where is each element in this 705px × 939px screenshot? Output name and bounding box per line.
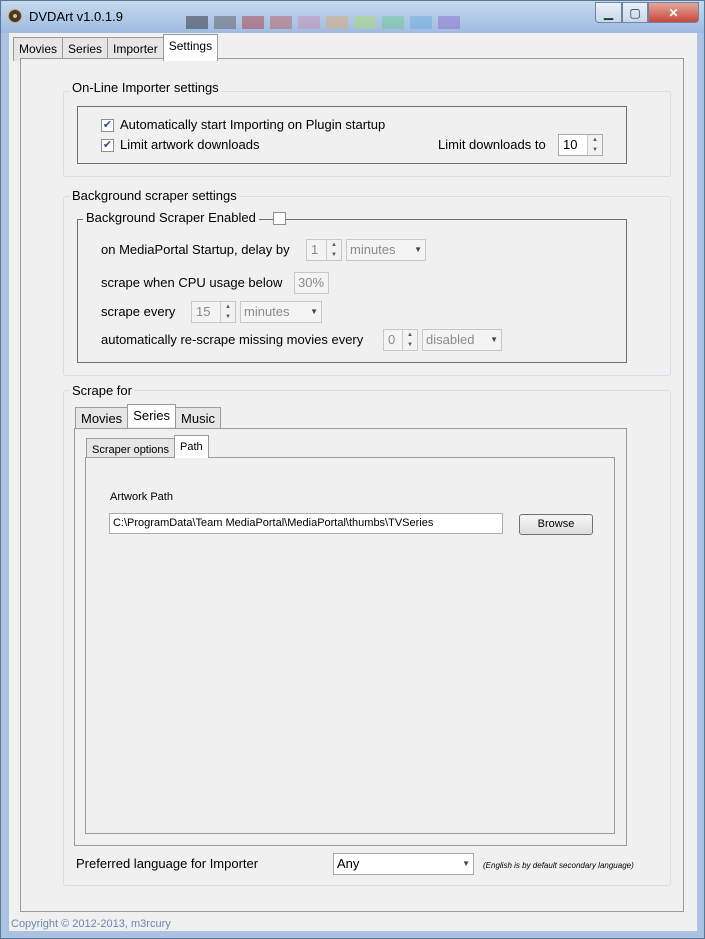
auto-start-label: Automatically start Importing on Plugin startup [120, 117, 386, 132]
minimize-icon: ▁ [603, 5, 614, 20]
cpu-usage-label: scrape when CPU usage below [101, 275, 283, 290]
online-importer-box [77, 106, 627, 164]
scraper-enabled-checkbox[interactable] [273, 212, 286, 225]
online-importer-title: On-Line Importer settings [72, 80, 219, 95]
browse-button[interactable]: Browse [519, 514, 593, 535]
startup-delay-unit: minutes [350, 242, 396, 257]
startup-delay-label: on MediaPortal Startup, delay by [101, 242, 290, 257]
startup-delay-unit-select[interactable] [346, 239, 426, 261]
chevron-down-icon: ▼ [310, 307, 318, 316]
tab-series[interactable]: Series [62, 37, 108, 61]
scrape-every-unit-select[interactable] [240, 301, 322, 323]
close-icon: ✕ [668, 5, 679, 20]
window-title: DVDArt v1.0.1.9 [29, 9, 123, 24]
rescrape-label: automatically re-scrape missing movies every [101, 332, 364, 347]
spinner-arrows-icon[interactable]: ▲ ▼ [587, 135, 602, 155]
close-button[interactable] [648, 2, 699, 23]
limit-downloads-label: Limit downloads to [438, 137, 546, 152]
spinner-arrows-icon[interactable]: ▲ ▼ [326, 240, 341, 260]
limit-artwork-checkbox[interactable]: ✔ [102, 139, 113, 151]
limit-downloads-spinner[interactable] [558, 134, 603, 156]
maximize-icon: ▢ [629, 5, 641, 20]
scrape-every-unit: minutes [244, 304, 290, 319]
startup-delay-value: 1 [311, 242, 319, 257]
preferred-language-label: Preferred language for Importer [76, 856, 259, 871]
spinner-arrows-icon[interactable]: ▲ ▼ [402, 330, 417, 350]
scrape-for-title: Scrape for [72, 383, 132, 398]
scrape-tab-movies[interactable]: Movies [75, 407, 128, 430]
background-scraper-title: Background scraper settings [72, 188, 237, 203]
title-bar[interactable] [1, 1, 704, 33]
background-toolbar-palette [186, 16, 526, 29]
scrape-every-spinner[interactable] [191, 301, 236, 323]
scrape-tab-music[interactable]: Music [175, 407, 221, 430]
chevron-down-icon: ▼ [414, 245, 422, 254]
tab-settings[interactable]: Settings [163, 34, 218, 61]
artwork-path-label: Artwork Path [110, 491, 173, 503]
main-tabs [13, 37, 217, 59]
scrape-for-tabs [75, 407, 220, 430]
rescrape-spinner[interactable] [383, 329, 418, 351]
tab-importer[interactable]: Importer [107, 37, 164, 61]
subtab-scraper-options[interactable]: Scraper options [86, 438, 175, 461]
rescrape-unit-select[interactable] [422, 329, 502, 351]
scraper-enabled-label: Background Scraper Enabled [83, 210, 259, 225]
preferred-language-select[interactable] [333, 853, 474, 875]
maximize-button[interactable] [622, 2, 648, 23]
scrape-every-value: 15 [196, 304, 211, 319]
scrape-every-label: scrape every [101, 304, 176, 319]
tab-movies[interactable]: Movies [13, 37, 63, 61]
language-note: (English is by default secondary language) [483, 861, 634, 870]
cpu-usage-input[interactable]: 30% [294, 272, 329, 294]
auto-start-checkbox[interactable]: ✔ [102, 119, 113, 131]
minimize-button[interactable] [595, 2, 622, 23]
chevron-down-icon: ▼ [462, 859, 470, 868]
rescrape-unit: disabled [426, 332, 475, 347]
artwork-path-input[interactable]: C:\ProgramData\Team MediaPortal\MediaPortal\thumbs\TVSeries [109, 513, 503, 534]
limit-downloads-value: 10 [563, 137, 578, 152]
dvd-app-icon [8, 9, 22, 23]
limit-artwork-label: Limit artwork downloads [120, 137, 260, 152]
scrape-tab-series[interactable]: Series [127, 404, 176, 427]
subtab-path[interactable]: Path [174, 435, 209, 458]
preferred-language-value: Any [337, 856, 360, 871]
copyright-text: Copyright © 2012-2013, m3rcury [11, 918, 171, 930]
startup-delay-spinner[interactable] [306, 239, 342, 261]
rescrape-value: 0 [388, 332, 396, 347]
spinner-arrows-icon[interactable]: ▲ ▼ [220, 302, 235, 322]
chevron-down-icon: ▼ [490, 335, 498, 344]
